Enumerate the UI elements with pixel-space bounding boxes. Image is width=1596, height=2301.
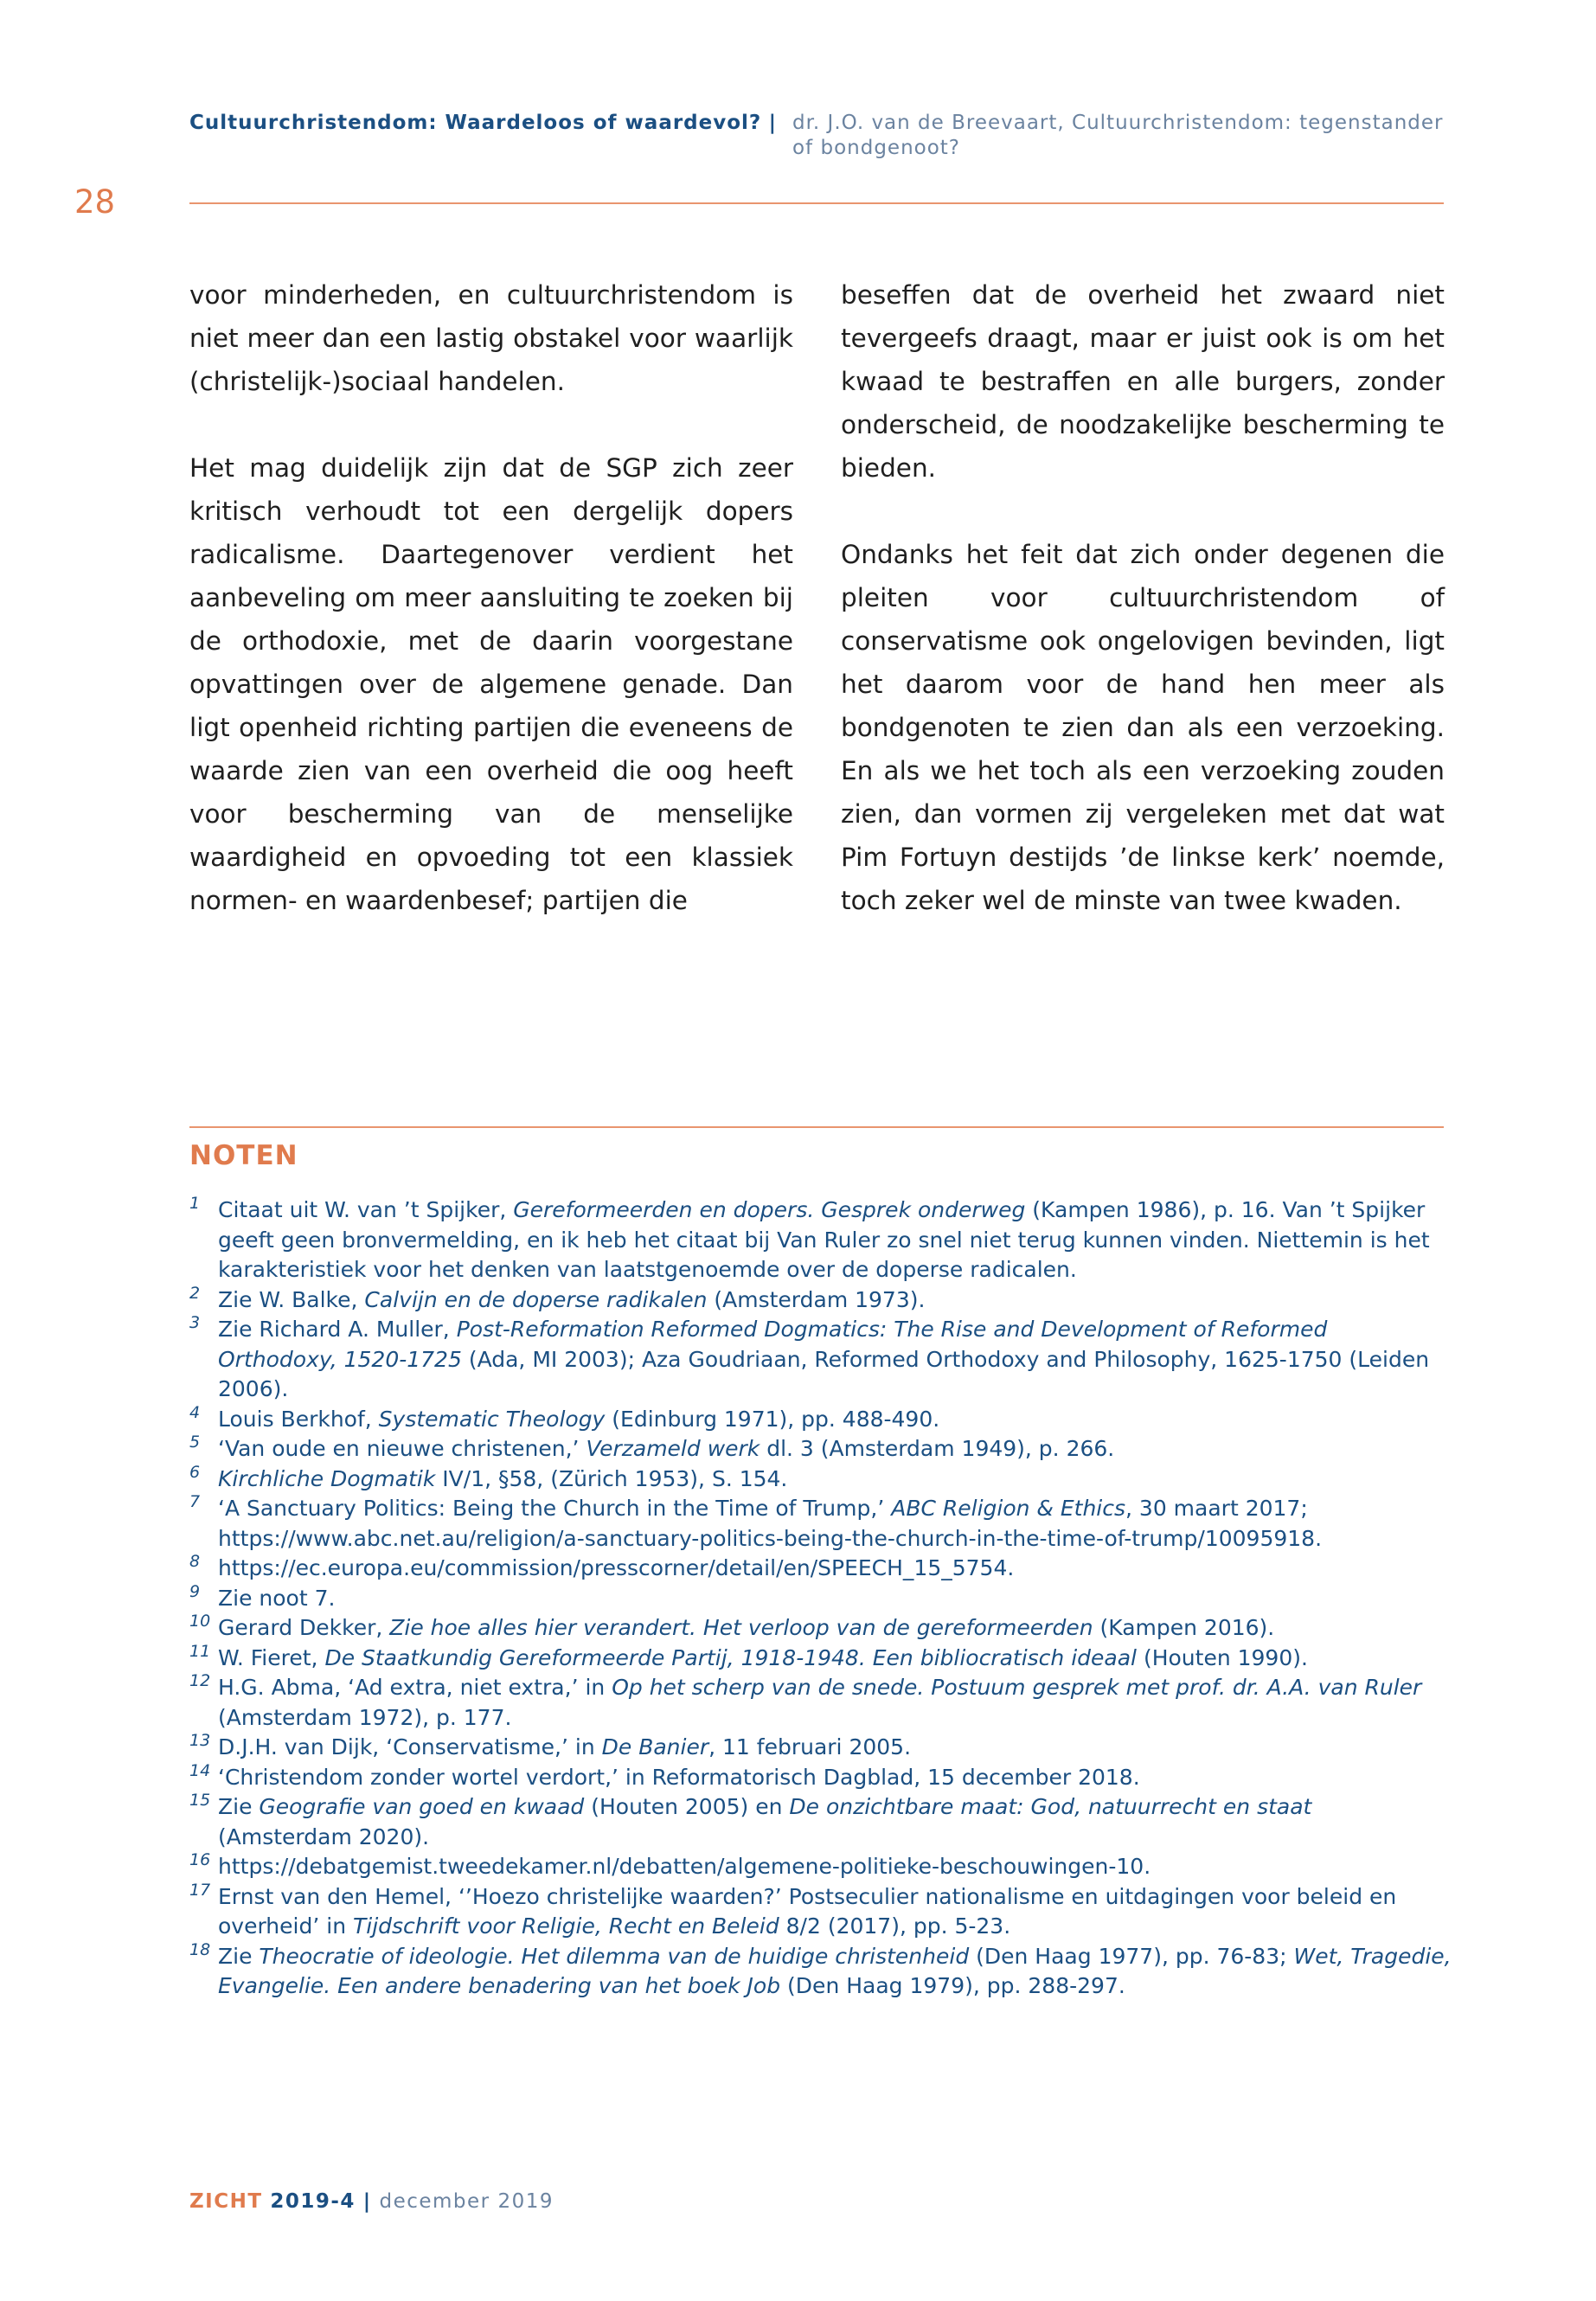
footnote-text: (Amsterdam 1973). bbox=[707, 1286, 926, 1312]
footnote-text: Zie W. Balke, bbox=[218, 1286, 365, 1312]
footnote bbox=[189, 1641, 1452, 1674]
notes-section bbox=[189, 1140, 1452, 2002]
footnote-title: Systematic Theology bbox=[378, 1406, 606, 1432]
notes-heading: NOTEN bbox=[189, 1140, 298, 1171]
footnote bbox=[189, 1733, 1452, 1763]
header-title: Cultuurchristendom: Waardeloos of waardevol? bbox=[189, 112, 762, 134]
footer-date: december 2019 bbox=[379, 2190, 554, 2213]
footnote-number: 5 bbox=[189, 1433, 201, 1452]
footnote-text: (Kampen 2016). bbox=[1093, 1615, 1275, 1640]
footnote bbox=[189, 1760, 1452, 1793]
footnote-title: Wet, Tragedie, Evangelie. Een andere benadering van het boek Job bbox=[218, 1943, 1452, 1998]
footnote-text: ‘Christendom zonder wortel verdort,’ in Reformatorisch Dagblad, 15 december 2018. bbox=[218, 1764, 1140, 1790]
footnote-text: (Den Haag 1979), pp. 288-297. bbox=[780, 1973, 1125, 1998]
notes-divider bbox=[189, 1126, 1444, 1128]
footnote-title: Tijdschrift voor Religie, Recht en Beleid bbox=[352, 1913, 779, 1939]
footnote-number: 4 bbox=[189, 1402, 201, 1422]
body-paragraph: Het mag duidelijk zijn dat de SGP zich zeer kritisch verhoudt tot een dergelijk dopers radicalisme. Daartegenover verdient het aanbeveling om meer aansluiting te zoeken bij de orthodoxie, met de daarin voorgestane opvattingen over de algemene genade. Dan ligt openheid richting partijen die eveneens de waarde zien van een overheid die oog heeft voor bescherming van de menselijke waardigheid en opvoeding tot een klassiek normen- en waardenbesef; partijen die bbox=[189, 453, 793, 915]
footnote-title: Theocratie of ideologie. Het dilemma van de huidige christenheid bbox=[259, 1943, 970, 1969]
footnote-text: ‘A Sanctuary Politics: Being the Church in the Time of Trump,’ bbox=[218, 1496, 892, 1521]
footnote-number: 14 bbox=[189, 1760, 211, 1780]
footnote-text: Ernst van den Hemel, ‘’Hoezo christelijke waarden?’ Postseculier nationalisme en uitdagingen voor beleid en overheid’ in bbox=[218, 1883, 1397, 1939]
footer-brand: ZICHT bbox=[189, 2190, 263, 2213]
notes-list bbox=[189, 1195, 1452, 2002]
header-separator: | bbox=[768, 112, 777, 134]
footnote-text: (Houten 1990). bbox=[1137, 1644, 1308, 1670]
footnote-text: Louis Berkhof, bbox=[218, 1406, 379, 1432]
footnote-number: 15 bbox=[189, 1791, 211, 1810]
footnote-title: Post-Reformation Reformed Dogmatics: The Rise and Development of Reformed Orthodoxy, 1520-1725 bbox=[218, 1317, 1328, 1372]
footnote bbox=[189, 1402, 1452, 1435]
footnote-number: 8 bbox=[189, 1552, 201, 1571]
footnote-number: 3 bbox=[189, 1313, 201, 1332]
footnote-title: De Staatkundig Gereformeerde Partij, 1918-1948. Een bibliocratisch ideaal bbox=[324, 1644, 1137, 1670]
footnote-text: , 30 maart 2017; https://www.abc.net.au/religion/a-sanctuary-politics-being-the-church-in-the-time-of-trump/10095918. bbox=[218, 1496, 1323, 1551]
page-number: 28 bbox=[74, 183, 116, 221]
footnote-number: 16 bbox=[189, 1850, 211, 1869]
footnote-title: Calvijn en de doperse radikalen bbox=[364, 1286, 708, 1312]
footnote-text: (Edinburg 1971), pp. 488-490. bbox=[605, 1406, 940, 1432]
footnote-text: Citaat uit W. van ’t Spijker, bbox=[218, 1197, 514, 1222]
footnote-title: De onzichtbare maat: God, natuurrecht en staat bbox=[789, 1794, 1312, 1819]
footnote-text: (Kampen 1986), p. 16. Van ’t Spijker geeft geen bronvermelding, en ik heb het citaat bij Van Ruler zo snel niet terug kunnen vinden. Niettemin is het karakteristiek voor het denken van laatstgenoemde over de doperse radicalen. bbox=[218, 1197, 1430, 1282]
footnote-text: Zie bbox=[218, 1794, 260, 1819]
footnote-text: , 11 februari 2005. bbox=[708, 1734, 912, 1759]
footer-separator: | bbox=[362, 2190, 372, 2213]
footnote-number: 18 bbox=[189, 1939, 211, 1959]
footnote-number: 11 bbox=[189, 1641, 211, 1661]
footnote-title: De Banier bbox=[601, 1734, 709, 1759]
footnote-number: 12 bbox=[189, 1671, 211, 1690]
footnote-text: (Amsterdam 2020). bbox=[218, 1823, 430, 1849]
header-subtitle: dr. J.O. van de Breevaart, Cultuurchristendom: tegenstander of bondgenoot? bbox=[792, 112, 1444, 159]
footnote-number: 10 bbox=[189, 1612, 211, 1631]
footnote bbox=[189, 1792, 1452, 1852]
footnote bbox=[189, 1462, 1452, 1495]
footer-issue: 2019-4 bbox=[270, 2190, 356, 2213]
footnote-text: ‘Van oude en nieuwe christenen,’ bbox=[218, 1436, 586, 1461]
footnote-title: Gereformeerden en dopers. Gesprek onderweg bbox=[513, 1197, 1026, 1222]
header-divider bbox=[189, 202, 1444, 204]
footnote-title: Zie hoe alles hier verandert. Het verloop van de gereformeerden bbox=[389, 1615, 1093, 1640]
footnote bbox=[189, 1494, 1452, 1554]
footnote-number: 1 bbox=[189, 1194, 201, 1213]
body-paragraph: voor minderheden, en cultuurchristendom is niet meer dan een lastig obstakel voor waarlijk (christelijk-)sociaal handelen. bbox=[189, 280, 793, 396]
footnote-number: 6 bbox=[189, 1462, 201, 1482]
footnote-text: IV/1, §58, (Zürich 1953), S. 154. bbox=[435, 1465, 788, 1491]
footnote-text: dl. 3 (Amsterdam 1949), p. 266. bbox=[760, 1436, 1115, 1461]
footnote-text: Gerard Dekker, bbox=[218, 1615, 390, 1640]
footnote-title: Op het scherp van de snede. Postuum gesprek met prof. dr. A.A. van Ruler bbox=[612, 1675, 1422, 1700]
footnote bbox=[189, 1554, 1452, 1584]
footnote bbox=[189, 1852, 1452, 1882]
footnote-text: W. Fieret, bbox=[218, 1644, 325, 1670]
footnote bbox=[189, 1434, 1452, 1465]
footnote-number: 7 bbox=[189, 1492, 201, 1511]
footnote-number: 2 bbox=[189, 1283, 201, 1303]
footnote-number: 13 bbox=[189, 1731, 211, 1750]
footnote-text: H.G. Abma, ‘Ad extra, niet extra,’ in bbox=[218, 1675, 612, 1700]
footnote bbox=[189, 1581, 1452, 1614]
footnote-text: D.J.H. van Dijk, ‘Conservatisme,’ in bbox=[218, 1734, 602, 1759]
body-paragraph: Ondanks het feit dat zich onder degenen die pleiten voor cultuurchristendom of conservatisme ook ongelovigen bevinden, ligt het daarom voor de hand hen meer als bondgenoten te zien dan als een verzoeking. En als we het toch als een verzoeking zouden zien, dan vormen zij vergeleken met dat wat Pim Fortuyn destijds ’de linkse kerk’ noemde, toch zeker wel de minste van twee kwaden. bbox=[841, 540, 1445, 915]
footnote-number: 9 bbox=[189, 1581, 201, 1601]
footnote-text: https://debatgemist.tweedekamer.nl/debatten/algemene-politieke-beschouwingen-10. bbox=[218, 1854, 1151, 1879]
footnote-text: (Den Haag 1977), pp. 76-83; bbox=[969, 1943, 1294, 1969]
page-footer bbox=[189, 2190, 554, 2213]
footnote-title: Kirchliche Dogmatik bbox=[218, 1465, 436, 1491]
footnote-text: Zie bbox=[218, 1943, 260, 1969]
body-column-left bbox=[189, 273, 793, 965]
footnote-text: Zie noot 7. bbox=[218, 1585, 336, 1611]
footnote-text: 8/2 (2017), pp. 5-23. bbox=[779, 1913, 1011, 1939]
footnote-text: (Amsterdam 1972), p. 177. bbox=[218, 1704, 512, 1730]
footnote-number: 17 bbox=[189, 1880, 211, 1900]
footnote-title: Geografie van goed en kwaad bbox=[259, 1794, 585, 1819]
footnote-title: Verzameld werk bbox=[586, 1436, 760, 1461]
footnote-title: ABC Religion & Ethics bbox=[891, 1496, 1126, 1521]
footnote bbox=[189, 1613, 1452, 1644]
footnote bbox=[189, 1315, 1452, 1405]
footnote bbox=[189, 1285, 1452, 1316]
footnote bbox=[189, 1673, 1452, 1733]
footnote-text: (Ada, MI 2003); Aza Goudriaan, Reformed Orthodoxy and Philosophy, 1625-1750 (Leiden 2006). bbox=[218, 1346, 1430, 1401]
footnote bbox=[189, 1882, 1452, 1942]
body-paragraph: beseffen dat de overheid het zwaard niet tevergeefs draagt, maar er juist ook is om het kwaad te bestraffen en alle burgers, zonder onderscheid, de noodzakelijke bescherming te bieden. bbox=[841, 280, 1445, 483]
footnote bbox=[189, 1195, 1452, 1285]
footnote-text: (Houten 2005) en bbox=[584, 1794, 790, 1819]
running-header bbox=[189, 111, 1452, 161]
footnote bbox=[189, 1939, 1452, 2002]
footnote-text: https://ec.europa.eu/commission/presscorner/detail/en/SPEECH_15_5754. bbox=[218, 1555, 1015, 1580]
body-column-right bbox=[841, 273, 1445, 965]
footnote-text: Zie Richard A. Muller, bbox=[218, 1317, 457, 1342]
